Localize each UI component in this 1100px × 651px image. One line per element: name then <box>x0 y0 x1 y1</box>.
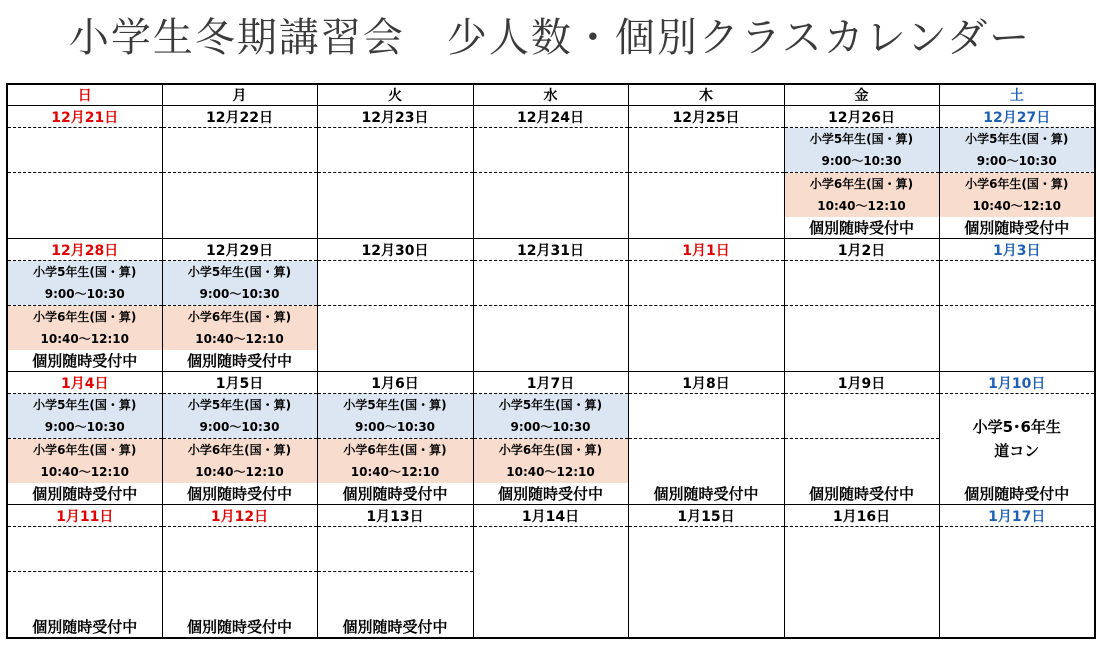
date-cell: 1月4日 <box>7 372 162 394</box>
date-cell: 1月11日 <box>7 505 162 527</box>
grade5-class: 小学5年生(国・算) <box>317 394 473 417</box>
empty-cell <box>473 173 628 218</box>
date-cell: 12月26日 <box>784 106 939 128</box>
date-cell: 1月12日 <box>162 505 317 527</box>
date-cell: 12月23日 <box>317 106 473 128</box>
grade6-class: 小学6年生(国・算) <box>162 306 317 329</box>
date-cell: 12月21日 <box>7 106 162 128</box>
week1-date-row <box>7 106 1095 128</box>
empty-cell <box>939 527 1095 639</box>
special-event-grade: 小学5･6年生 <box>972 417 1061 436</box>
date-cell: 1月16日 <box>784 505 939 527</box>
grade6-class: 小学6年生(国・算) <box>162 439 317 462</box>
individual-note: 個別随時受付中 <box>784 217 939 239</box>
grade6-class: 小学6年生(国・算) <box>473 439 628 462</box>
empty-cell <box>784 350 939 372</box>
empty-cell <box>317 527 473 572</box>
individual-note: 個別随時受付中 <box>473 483 628 505</box>
date-cell: 12月30日 <box>317 239 473 261</box>
grade5-time: 9:00～10:30 <box>162 283 317 306</box>
empty-cell <box>7 572 162 616</box>
empty-cell <box>317 306 473 351</box>
week2-date-row <box>7 239 1095 261</box>
individual-note: 個別随時受付中 <box>162 616 317 638</box>
weekday-fri: 金 <box>784 84 939 106</box>
empty-cell <box>162 173 317 218</box>
empty-cell <box>473 527 628 639</box>
grade5-class: 小学5年生(国・算) <box>473 394 628 417</box>
grade6-class: 小学6年生(国・算) <box>7 439 162 462</box>
individual-note: 個別随時受付中 <box>317 483 473 505</box>
empty-cell <box>628 217 784 239</box>
date-cell: 1月6日 <box>317 372 473 394</box>
empty-cell <box>317 572 473 616</box>
individual-note: 個別随時受付中 <box>317 616 473 638</box>
date-cell: 1月14日 <box>473 505 628 527</box>
grade6-time: 10:40～12:10 <box>939 195 1095 217</box>
empty-cell <box>628 173 784 218</box>
grade6-time: 10:40～12:10 <box>317 461 473 483</box>
empty-cell <box>784 261 939 306</box>
date-cell: 12月22日 <box>162 106 317 128</box>
individual-note: 個別随時受付中 <box>628 483 784 505</box>
grade5-time: 9:00～10:30 <box>317 416 473 439</box>
weekday-thu: 木 <box>628 84 784 106</box>
grade5-class: 小学5年生(国・算) <box>784 128 939 151</box>
grade6-class: 小学6年生(国・算) <box>939 173 1095 196</box>
date-cell: 1月3日 <box>939 239 1095 261</box>
date-cell: 1月2日 <box>784 239 939 261</box>
grade6-class: 小学6年生(国・算) <box>784 173 939 196</box>
empty-cell <box>628 128 784 173</box>
date-cell: 12月31日 <box>473 239 628 261</box>
individual-note: 個別随時受付中 <box>7 350 162 372</box>
calendar-table <box>6 83 1096 639</box>
empty-cell <box>162 217 317 239</box>
empty-cell <box>939 350 1095 372</box>
date-cell: 1月17日 <box>939 505 1095 527</box>
date-cell: 1月5日 <box>162 372 317 394</box>
empty-cell <box>162 527 317 572</box>
weekday-header-row <box>7 84 1095 106</box>
grade5-class: 小学5年生(国・算) <box>7 394 162 417</box>
grade5-class: 小学5年生(国・算) <box>7 261 162 284</box>
empty-cell <box>628 527 784 639</box>
date-cell: 1月1日 <box>628 239 784 261</box>
empty-cell <box>162 572 317 616</box>
individual-note: 個別随時受付中 <box>162 350 317 372</box>
grade6-time: 10:40～12:10 <box>7 461 162 483</box>
date-cell: 1月10日 <box>939 372 1095 394</box>
grade5-time: 9:00～10:30 <box>7 283 162 306</box>
grade6-time: 10:40～12:10 <box>162 328 317 350</box>
date-cell: 1月15日 <box>628 505 784 527</box>
grade5-time: 9:00～10:30 <box>473 416 628 439</box>
grade5-time: 9:00～10:30 <box>939 150 1095 173</box>
empty-cell <box>317 128 473 173</box>
empty-cell <box>473 306 628 351</box>
empty-cell <box>317 261 473 306</box>
individual-note: 個別随時受付中 <box>784 483 939 505</box>
page-title: 小学生冬期講習会 少人数・個別クラスカレンダー <box>68 15 1032 61</box>
weekday-mon: 月 <box>162 84 317 106</box>
empty-cell <box>317 350 473 372</box>
grade6-time: 10:40～12:10 <box>7 328 162 350</box>
empty-cell <box>473 128 628 173</box>
individual-note: 個別随時受付中 <box>7 483 162 505</box>
date-cell: 1月9日 <box>784 372 939 394</box>
date-cell: 1月13日 <box>317 505 473 527</box>
empty-cell <box>7 217 162 239</box>
empty-cell <box>162 128 317 173</box>
weekday-sat: 土 <box>939 84 1095 106</box>
grade6-time: 10:40～12:10 <box>162 461 317 483</box>
empty-cell <box>784 306 939 351</box>
grade5-class: 小学5年生(国・算) <box>939 128 1095 151</box>
special-event-cell <box>939 394 1095 484</box>
empty-cell <box>7 527 162 572</box>
empty-cell <box>784 394 939 439</box>
empty-cell <box>473 350 628 372</box>
grade5-class: 小学5年生(国・算) <box>162 261 317 284</box>
empty-cell <box>473 217 628 239</box>
date-cell: 1月8日 <box>628 372 784 394</box>
individual-note: 個別随時受付中 <box>939 483 1095 505</box>
week4-date-row <box>7 505 1095 527</box>
individual-note: 個別随時受付中 <box>7 616 162 638</box>
week3-date-row <box>7 372 1095 394</box>
empty-cell <box>784 439 939 484</box>
weekday-sun: 日 <box>7 84 162 106</box>
weekday-tue: 火 <box>317 84 473 106</box>
empty-cell <box>473 261 628 306</box>
date-cell: 12月25日 <box>628 106 784 128</box>
date-cell: 12月29日 <box>162 239 317 261</box>
empty-cell <box>784 527 939 639</box>
empty-cell <box>628 261 784 306</box>
individual-note: 個別随時受付中 <box>162 483 317 505</box>
grade5-time: 9:00～10:30 <box>7 416 162 439</box>
individual-note: 個別随時受付中 <box>939 217 1095 239</box>
empty-cell <box>7 128 162 173</box>
empty-cell <box>628 394 784 439</box>
empty-cell <box>628 306 784 351</box>
empty-cell <box>939 306 1095 351</box>
date-cell: 1月7日 <box>473 372 628 394</box>
empty-cell <box>628 439 784 484</box>
empty-cell <box>7 173 162 218</box>
grade6-class: 小学6年生(国・算) <box>7 306 162 329</box>
grade5-time: 9:00～10:30 <box>784 150 939 173</box>
date-cell: 12月28日 <box>7 239 162 261</box>
grade5-time: 9:00～10:30 <box>162 416 317 439</box>
date-cell: 12月27日 <box>939 106 1095 128</box>
empty-cell <box>628 350 784 372</box>
grade6-time: 10:40～12:10 <box>784 195 939 217</box>
grade5-class: 小学5年生(国・算) <box>162 394 317 417</box>
empty-cell <box>939 261 1095 306</box>
empty-cell <box>317 217 473 239</box>
grade6-class: 小学6年生(国・算) <box>317 439 473 462</box>
special-event-name: 道コン <box>994 441 1040 460</box>
weekday-wed: 水 <box>473 84 628 106</box>
date-cell: 12月24日 <box>473 106 628 128</box>
empty-cell <box>317 173 473 218</box>
grade6-time: 10:40～12:10 <box>473 461 628 483</box>
